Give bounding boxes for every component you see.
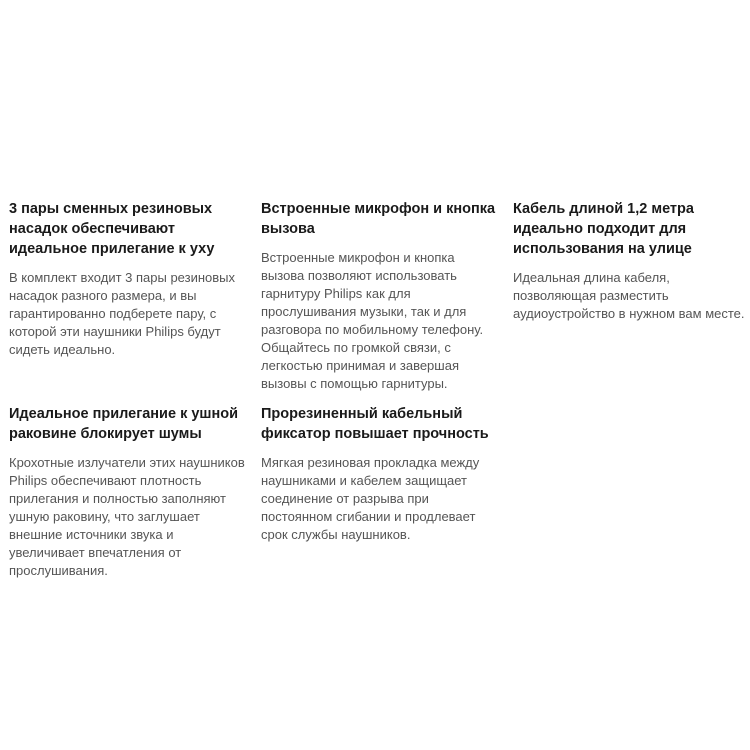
feature-title: Идеальное прилегание к ушной раковине блокирует шумы (9, 406, 239, 442)
feature-title: Кабель длиной 1,2 метра идеально подходит для использования на улице (513, 201, 694, 257)
feature-cable-length (513, 199, 749, 323)
feature-title: 3 пары сменных резиновых насадок обеспечивают идеальное прилегание к уху (9, 201, 215, 257)
feature-microphone (261, 199, 497, 393)
feature-description: Крохотные излучатели этих наушников Philips обеспечивают плотность прилегания и полностью заполняют ушную раковину, что заглушает внешние источники звука и увеличивает впечатления от прослушивания. (9, 455, 245, 578)
feature-noise-isolation (9, 404, 245, 580)
feature-description: Идеальная длина кабеля, позволяющая разместить аудиоустройство в нужном вам месте. (513, 270, 745, 321)
feature-title: Встроенные микрофон и кнопка вызова (261, 201, 496, 237)
feature-description: Встроенные микрофон и кнопка вызова позволяют использовать гарнитуру Philips как для прослушивания музыки, так и для разговора по мобильному телефону. Общайтесь по громкой связи, с легкостью принимая и завершая вызовы с помощью гарнитуры. (261, 250, 484, 391)
feature-title: Прорезиненный кабельный фиксатор повышает прочность (261, 406, 489, 442)
feature-description: В комплект входит 3 пары резиновых насадок разного размера, и вы гарантированно подберете пару, с которой эти наушники Philips будут сидеть идеально. (9, 270, 236, 357)
feature-ear-tips (9, 199, 245, 359)
feature-cable-strain-relief (261, 404, 497, 544)
feature-description: Мягкая резиновая прокладка между наушниками и кабелем защищает соединение от разрыва при постоянном сгибании и продлевает срок службы наушников. (261, 455, 480, 542)
